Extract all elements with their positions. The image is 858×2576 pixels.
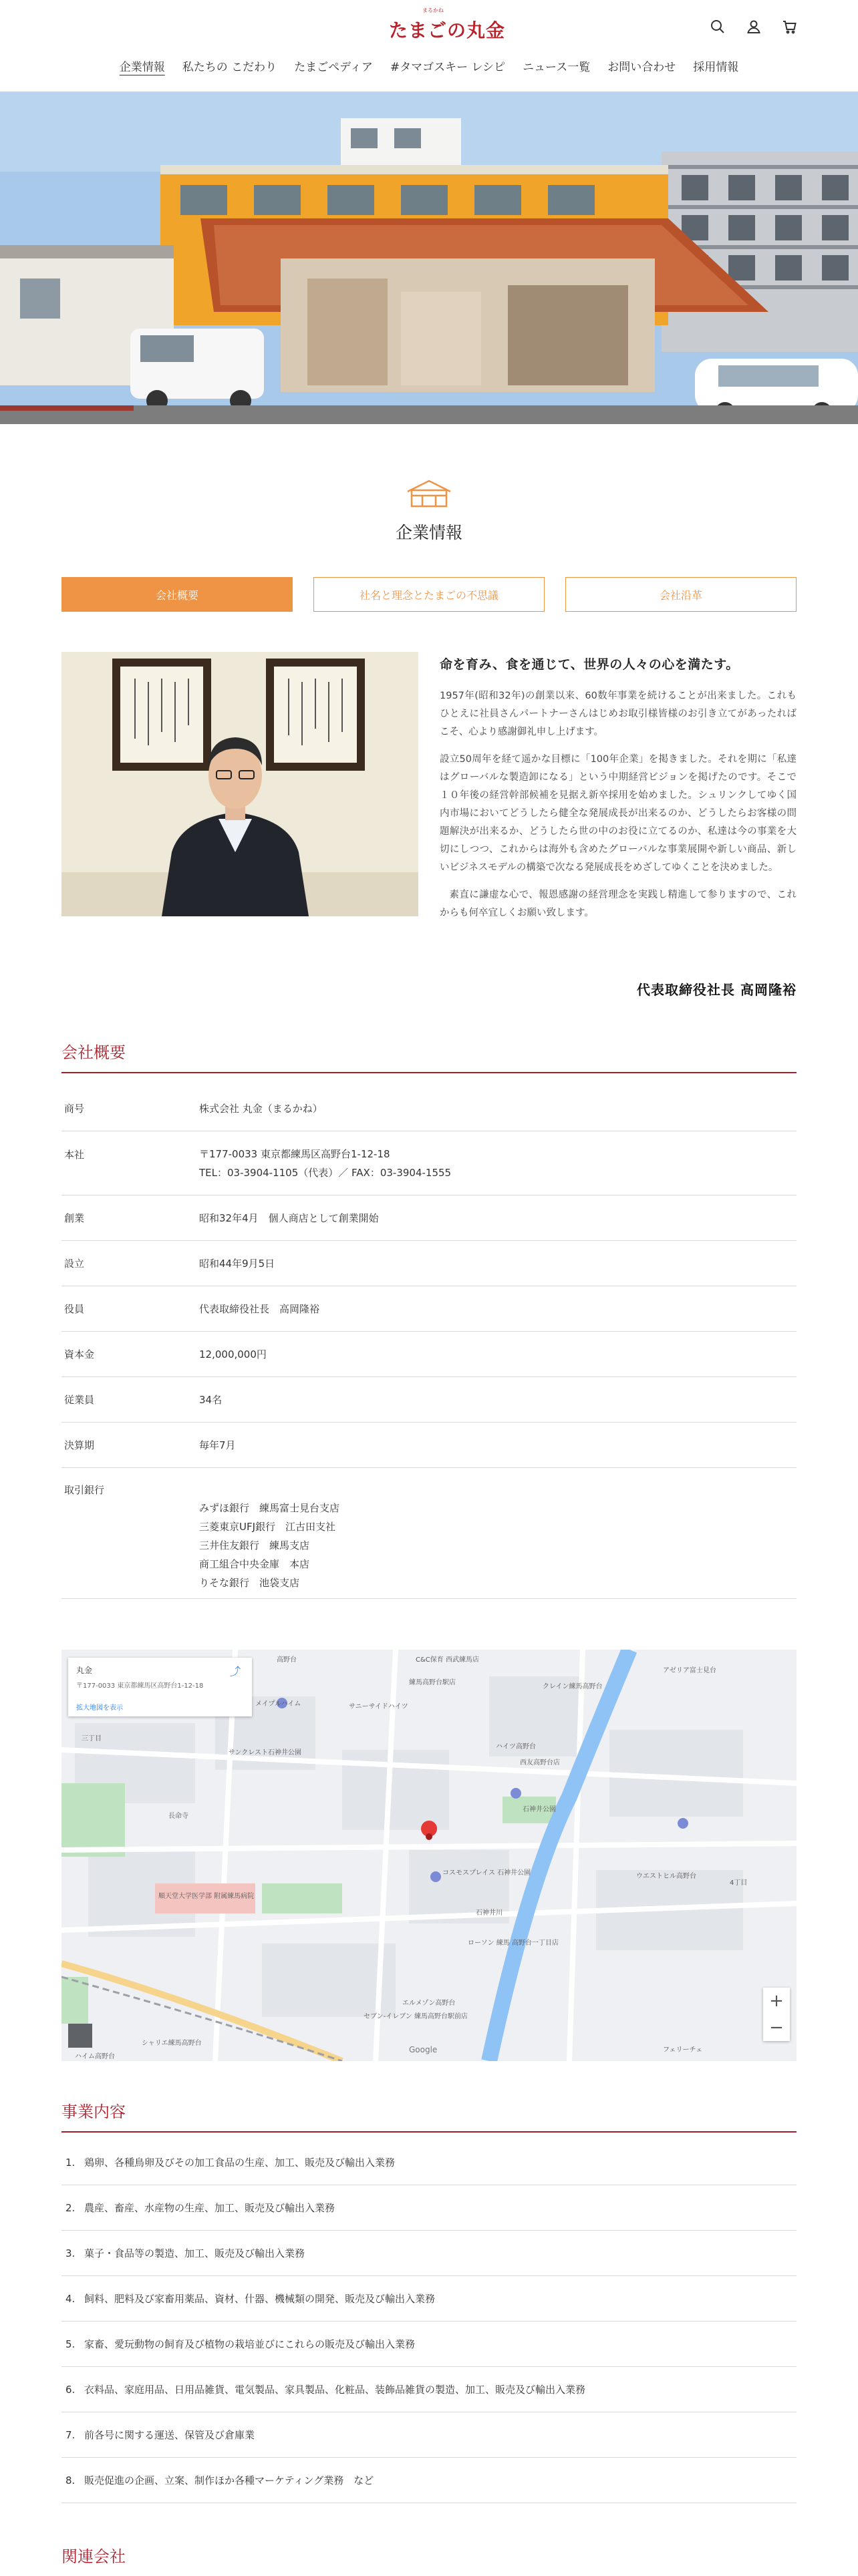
business-title: 事業内容 <box>61 2098 797 2133</box>
map-label: 高野台 <box>277 1656 297 1664</box>
map-label: 練馬高野台駅店 <box>409 1679 456 1686</box>
table-row <box>61 1131 797 1195</box>
map-label: セブン-イレブン 練馬高野台駅前店 <box>364 2013 468 2020</box>
company-table <box>61 1086 797 1599</box>
president-signature: 代表取締役社長 高岡隆裕 <box>637 982 797 998</box>
nav-item-recruit[interactable]: 採用情報 <box>693 61 739 74</box>
item-number: 4. <box>65 2292 76 2305</box>
map-label: 4丁目 <box>730 1879 748 1887</box>
table-row <box>61 1241 797 1286</box>
row-key: 本社 <box>64 1149 85 1161</box>
list-item <box>61 2276 797 2322</box>
google-map[interactable] <box>61 1650 797 2061</box>
row-key: 決算期 <box>64 1439 95 1451</box>
item-number: 5. <box>65 2338 76 2350</box>
table-row <box>61 1332 797 1377</box>
row-key: 創業 <box>64 1212 85 1224</box>
bank-line: 三菱東京UFJ銀行 江古田支社 <box>199 1521 336 1533</box>
row-value: 34名 <box>199 1394 223 1406</box>
map-label: コスモスプレイス 石神井公園 <box>442 1869 531 1877</box>
map-card-address: 〒177-0033 東京都練馬区高野台1-12-18 <box>76 1682 204 1690</box>
row-key: 資本金 <box>64 1348 95 1360</box>
map-label: 順天堂大学医学部 附属練馬病院 <box>158 1893 255 1900</box>
zoom-out-button[interactable]: − <box>769 2018 784 2038</box>
table-row <box>61 1423 797 1468</box>
map-zoom-controls <box>763 1988 790 2041</box>
table-row <box>61 1086 797 1131</box>
map-label: 石神井公園 <box>523 1806 556 1813</box>
site-header <box>0 0 858 91</box>
phone-line: TEL：03-3904-1105（代表）／ FAX：03-3904-1555 <box>199 1166 452 1179</box>
tab-overview[interactable]: 会社概要 <box>61 577 293 612</box>
message-headline: 命を育み、食を通じて、世界の人々の心を満たす。 <box>440 657 739 672</box>
list-item <box>61 2412 797 2458</box>
row-value: 昭和44年9月5日 <box>199 1258 275 1270</box>
bank-line: 商工組合中央金庫 本店 <box>199 1558 310 1570</box>
map-label: アゼリア富士見台 <box>663 1667 716 1674</box>
map-label: サンクレスト石神井公園 <box>229 1749 301 1757</box>
tab-history[interactable]: 会社沿革 <box>565 577 797 612</box>
main-nav <box>0 57 858 74</box>
list-item <box>61 2322 797 2367</box>
item-text: 飼料、肥料及び家畜用薬品、資材、什器、機械類の開発、販売及び輸出入業務 <box>84 2293 436 2305</box>
map-label: シャリエ練馬高野台 <box>142 2040 202 2047</box>
page-heading <box>0 476 858 544</box>
row-value: 昭和32年4月 個人商店として創業開始 <box>199 1212 379 1224</box>
map-label: C&C保育 西武練馬店 <box>416 1656 479 1664</box>
building-icon <box>402 499 456 512</box>
map-label: エルメゾン高野台 <box>402 2000 456 2007</box>
table-row <box>61 1377 797 1423</box>
message-paragraph: 設立50周年を経て遥かな目標に「100年企業」を掲きました。それを期に「私達はグローバルな製造卸になる」という中期経営ビジョンを掲げたのです。そこで１０年後の経営幹部候補を見据え新卒採用を始めました。シュリンクしてゆく国内市場においてどうしたら健全な発展成長が出来るのか、どうしたらお客様の問題解決が出来るか、どうしたら世の中のお役に立てるのか、私達は今の事業を大切にしつつ、これからは海外も含めたグローバルな事業展開や新しい商品、新しいビジネスモデルの構築で次なる発展成長をめざしてゆくことを決めました。 <box>440 754 797 873</box>
hero-building-illustration <box>0 91 858 424</box>
row-value <box>199 1145 797 1182</box>
section-tabs <box>61 577 797 612</box>
hero-image <box>0 91 858 424</box>
nav-item-tamagopedia[interactable]: たまごペディア <box>294 61 373 74</box>
item-number: 7. <box>65 2428 76 2441</box>
item-number: 1. <box>65 2156 76 2169</box>
map-label: ウエストヒル高野台 <box>636 1873 696 1880</box>
row-key: 設立 <box>64 1258 85 1270</box>
item-text: 前各号に関する運送、保管及び倉庫業 <box>84 2429 255 2441</box>
item-text: 販売促進の企画、立案、制作ほか各種マーケティング業務 など <box>84 2474 374 2487</box>
account-icon[interactable] <box>746 19 762 37</box>
map-info-card <box>68 1658 252 1716</box>
message-paragraph: 素直に謙虚な心で、報恩感謝の経営理念を実践し精進して参りますので、これからも何卒宜しくお願い致します。 <box>440 890 797 918</box>
nav-item-commitment[interactable]: 私たちの こだわり <box>182 61 277 74</box>
row-value: 代表取締役社長 高岡隆裕 <box>199 1303 320 1315</box>
site-logo[interactable] <box>389 7 506 47</box>
item-number: 2. <box>65 2201 76 2214</box>
row-key: 従業員 <box>64 1394 95 1406</box>
row-key: 取引銀行 <box>64 1484 105 1496</box>
president-photo <box>61 652 418 916</box>
map-label: フェリーチェ <box>663 2046 703 2054</box>
map-label: 石神井川 <box>476 1909 503 1917</box>
search-icon[interactable] <box>710 19 726 37</box>
tab-philosophy[interactable]: 社名と理念とたまごの不思議 <box>313 577 545 612</box>
list-item <box>61 2367 797 2412</box>
list-item <box>61 2458 797 2503</box>
map-card-name: 丸金 <box>76 1666 93 1675</box>
item-number: 3. <box>65 2247 76 2259</box>
row-value: 12,000,000円 <box>199 1348 267 1360</box>
business-list <box>61 2140 797 2503</box>
map-card-link[interactable]: 拡大地図を表示 <box>76 1704 123 1712</box>
bank-line: 三井住友銀行 練馬支店 <box>199 1539 310 1551</box>
item-text: 菓子・食品等の製造、加工、販売及び輸出入業務 <box>84 2247 305 2259</box>
map-label: ハイツ高野台 <box>496 1743 536 1751</box>
directions-icon[interactable]: ⤴ <box>230 1665 241 1678</box>
bank-line: みずほ銀行 練馬富士見台支店 <box>199 1502 340 1514</box>
nav-item-news[interactable]: ニュース一覧 <box>523 61 591 74</box>
header-icons <box>710 19 798 37</box>
item-number: 6. <box>65 2383 76 2396</box>
message-paragraph: 1957年(昭和32年)の創業以来、60数年事業を続けることが出来ました。これもひとえに社員さんパートナーさんはじめお取引様皆様のお引き立てがあったればこそ、心より感謝御礼申し上げます。 <box>440 691 797 737</box>
map-label: 長命寺 <box>168 1813 188 1820</box>
table-row <box>61 1195 797 1241</box>
address-line: 〒177-0033 東京都練馬区高野台1-12-18 <box>199 1147 390 1160</box>
map-label: 三丁目 <box>82 1735 102 1742</box>
nav-item-company[interactable]: 企業情報 <box>119 61 165 74</box>
map-label: 西友高野台店 <box>520 1759 560 1767</box>
row-value <box>199 1499 797 1592</box>
map-label: メイプルハイム <box>255 1700 301 1708</box>
row-value: 毎年7月 <box>199 1439 236 1451</box>
nav-item-contact[interactable]: お問い合わせ <box>607 61 676 74</box>
nav-item-recipes[interactable]: #タマゴスキー レシピ <box>390 61 506 74</box>
map-label: ハイム高野台 <box>75 2053 115 2060</box>
related-title: 関連会社 <box>61 2547 126 2566</box>
list-item <box>61 2231 797 2276</box>
cart-icon[interactable] <box>782 19 798 37</box>
bank-line: りそな銀行 池袋支店 <box>199 1577 300 1589</box>
table-row <box>61 1286 797 1332</box>
map-label: サニーサイドハイツ <box>349 1703 408 1710</box>
item-text: 衣料品、家庭用品、日用品雑貨、電気製品、家具製品、化粧品、装飾品雑貨の製造、加工、販売及び輸出入業務 <box>84 2384 586 2396</box>
logo-text: たまごの丸金 <box>389 19 506 41</box>
map-label: クレイン練馬高野台 <box>543 1683 603 1690</box>
list-item <box>61 2185 797 2231</box>
item-text: 農産、畜産、水産物の生産、加工、販売及び輸出入業務 <box>84 2202 335 2214</box>
google-logo: Google <box>409 2045 438 2054</box>
logo-ruby: まるかね <box>422 7 444 13</box>
item-number: 8. <box>65 2474 76 2487</box>
item-text: 家畜、愛玩動物の飼育及び植物の栽培並びにこれらの販売及び輸出入業務 <box>84 2338 416 2350</box>
overview-title: 会社概要 <box>61 1039 797 1073</box>
row-key: 商号 <box>64 1103 85 1115</box>
map-label: ローソン 練馬 高野台一丁目店 <box>468 1940 559 1947</box>
zoom-in-button[interactable]: + <box>769 1991 784 2011</box>
row-value: 株式会社 丸金（まるかね） <box>199 1103 323 1115</box>
page-title: 企業情報 <box>395 523 462 542</box>
item-text: 鶏卵、各種鳥卵及びその加工食品の生産、加工、販売及び輸出入業務 <box>84 2157 396 2169</box>
president-message <box>440 655 797 932</box>
table-row <box>61 1468 797 1599</box>
row-key: 役員 <box>64 1303 85 1315</box>
list-item <box>61 2140 797 2185</box>
